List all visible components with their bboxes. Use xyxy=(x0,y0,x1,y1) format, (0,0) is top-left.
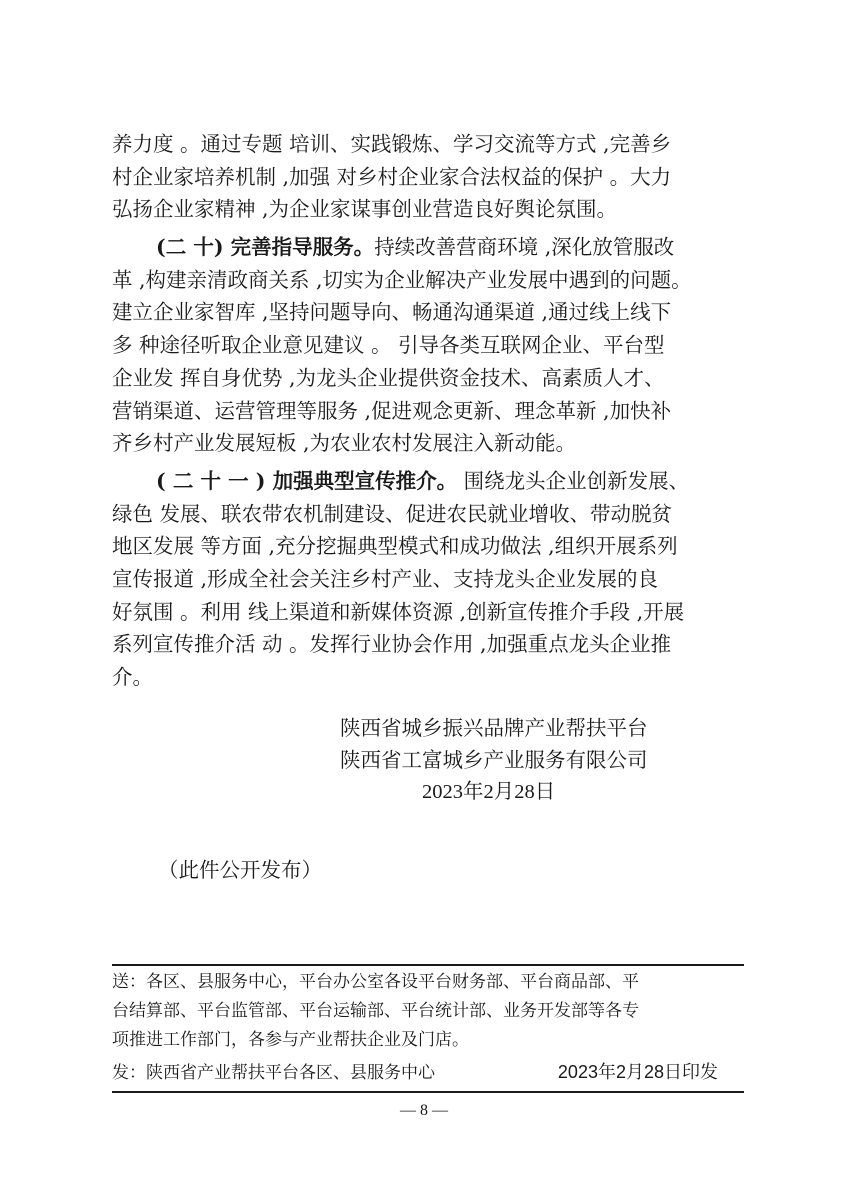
text-line: 齐乡村产业发展短板 ,为农业农村发展注入新动能。 xyxy=(112,431,577,456)
paragraph-first-line xyxy=(112,231,752,264)
distribution-line: 送：各区、县服务中心，平台办公室各设平台财务部、平台商品部、平 xyxy=(112,972,639,992)
signature-date: 2023年2月28日 xyxy=(422,781,556,803)
text-line: 建立企业家智库 ,坚持问题导向、畅通沟通渠道 ,通过线上线下 xyxy=(112,300,672,325)
text-line: 养力度 。通过专题 培训、实践锻炼、学习交流等方式 ,完善乡 xyxy=(112,132,672,156)
body-text xyxy=(112,128,752,694)
top-divider xyxy=(112,964,744,966)
signature-block xyxy=(340,712,670,808)
text-line: 革 ,构建亲清政商关系 ,切实为企业解决产业发展中遇到的问题。 xyxy=(112,267,692,292)
issue-date: 2023年2月28日印发 xyxy=(557,1062,718,1082)
text-line: 宣传报道 ,形成全社会关注乡村产业、支持龙头企业发展的良 xyxy=(112,566,659,591)
issue-row xyxy=(112,1058,718,1084)
bottom-divider xyxy=(112,1091,744,1093)
text-span: 围绕龙头企业创新发展、 xyxy=(457,468,690,493)
text-line: 地区发展 等方面 ,充分挖掘典型模式和成功做法 ,组织开展系列 xyxy=(112,534,678,559)
text-line: 介。 xyxy=(112,665,153,689)
text-line: 多 种途径听取企业意见建议 。 引导各类互联网企业、平台型 xyxy=(112,333,665,358)
text-line: 村企业家培养机制 ,加强 对乡村企业家合法权益的保护 。大力 xyxy=(112,164,672,189)
distribution-line: 台结算部、平台监管部、平台运输部、平台统计部、业务开发部等各专 xyxy=(112,1001,639,1021)
paragraph-continuation xyxy=(112,128,752,226)
signature-org-2: 陕西省工富城乡产业服务有限公司 xyxy=(340,748,648,772)
distribution-list xyxy=(112,968,744,1055)
public-release-note: （此件公开发布） xyxy=(158,858,322,882)
text-line: 弘扬企业家精神 ,为企业家谋事创业营造良好舆论氛围。 xyxy=(112,197,618,222)
paragraph-section-20 xyxy=(112,231,752,460)
text-line: 企业发 挥自身优势 ,为龙头企业提供资金技术、高素质人才、 xyxy=(112,365,665,390)
section-heading: (二 十) 完善指导服务。 xyxy=(156,235,375,260)
distribution-line: 项推进工作部门，各参与产业帮扶企业及门店。 xyxy=(112,1030,469,1050)
paragraph-first-line xyxy=(112,465,752,498)
text-line: 好氛围 。利用 线上渠道和新媒体资源 ,创新宣传推介手段 ,开展 xyxy=(112,599,685,624)
text-line: 系列宣传推介活 动 。发挥行业协会作用 ,加强重点龙头企业推 xyxy=(112,632,672,657)
page-number: — 8 — xyxy=(400,1102,448,1119)
section-heading: ( 二 十 一 ) 加强典型宣传推介。 xyxy=(156,468,458,493)
text-line: 营销渠道、运营管理等服务 ,促进观念更新、理念革新 ,加快补 xyxy=(112,398,672,423)
signature-org-1: 陕西省城乡振兴品牌产业帮扶平台 xyxy=(340,716,648,740)
paragraph-section-21 xyxy=(112,465,752,694)
text-span: 持续改善营商环境 ,深化放管服改 xyxy=(374,235,675,260)
text-line: 绿色 发展、联农带农机制建设、促进农民就业增收、带动脱贫 xyxy=(112,501,673,526)
issuer: 发：陕西省产业帮扶平台各区、县服务中心 xyxy=(112,1063,435,1083)
